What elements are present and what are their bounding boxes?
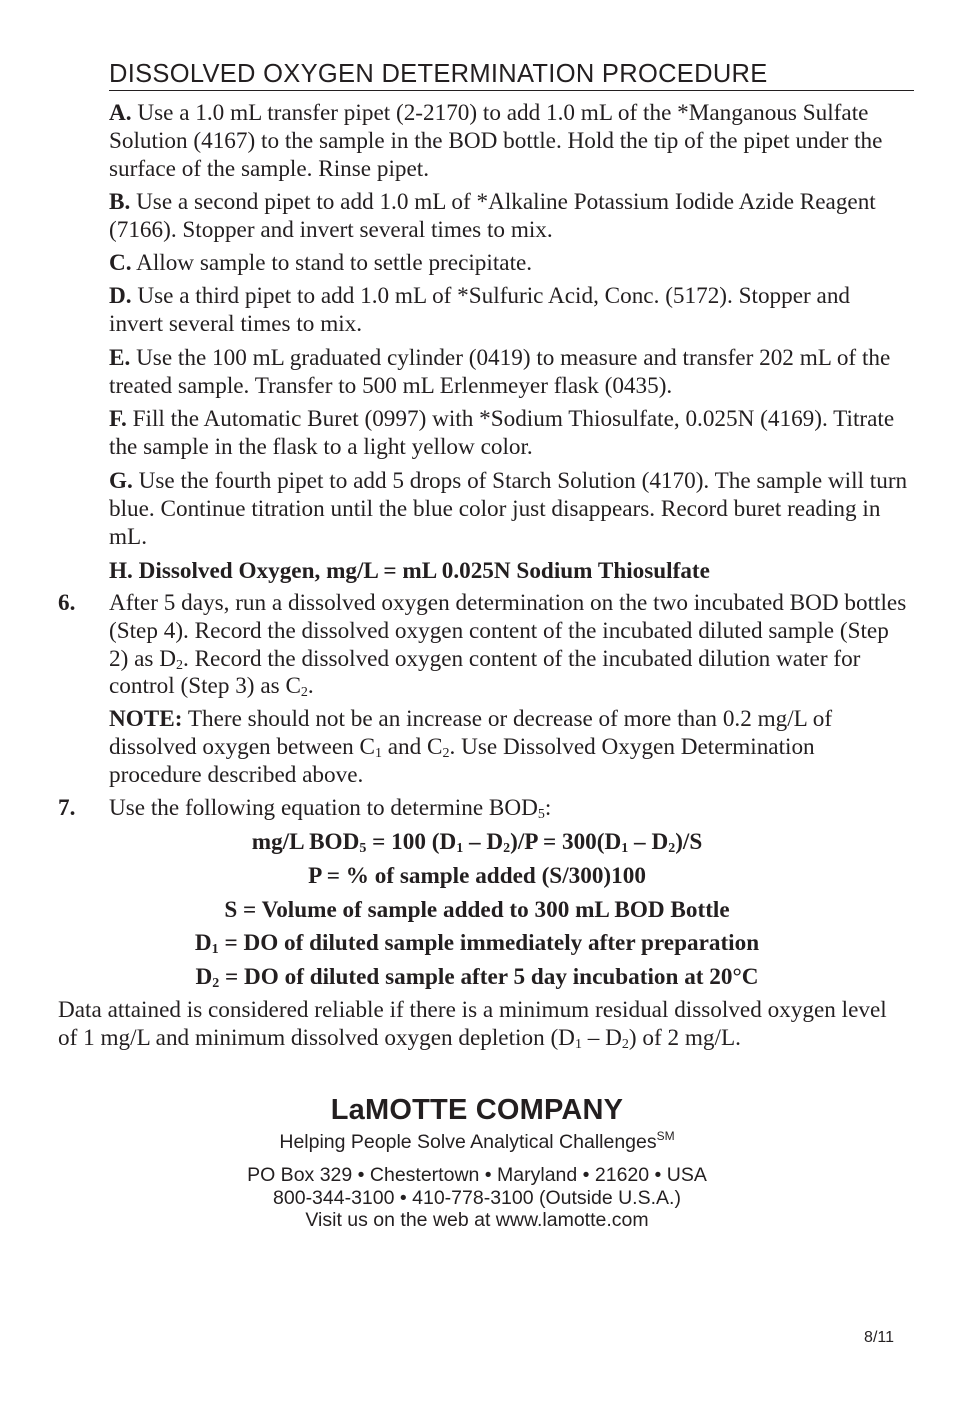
step-letter: C.	[109, 250, 132, 276]
equation-d1	[0, 929, 954, 957]
company-logo-text: LaMOTTE COMPANY	[330, 1094, 624, 1126]
reliability-note	[58, 997, 898, 1053]
eq-text: = 100 (D	[366, 829, 457, 855]
step-a	[109, 100, 909, 183]
equation-p: P = % of sample added (S/300)100	[308, 863, 646, 889]
step-number-7: 7.	[58, 795, 76, 821]
eq-text: – D	[463, 829, 504, 855]
step-7-text: Use the following equation to determine BOD	[109, 795, 538, 821]
subscript: 1	[211, 942, 219, 957]
subscript: 2	[503, 841, 511, 856]
step-letter: A.	[109, 100, 132, 126]
eq-text: – D	[628, 829, 669, 855]
step-6-text: . Record the dissolved oxygen content of the incubated dilution water for control (Step 3) as C	[109, 645, 861, 700]
eq-text: D	[195, 964, 213, 990]
equation-d2	[0, 963, 954, 991]
eq-text: = DO of diluted sample immediately after preparation	[218, 930, 760, 956]
subscript: 2	[621, 1036, 629, 1052]
subscript: 2	[175, 657, 183, 673]
step-7-text: :	[544, 795, 552, 821]
eq-text: )/S	[675, 829, 703, 855]
step-c	[109, 250, 909, 278]
subscript: 2	[442, 745, 450, 761]
step-letter: E.	[109, 345, 131, 371]
step-b	[109, 189, 909, 245]
section-heading: DISSOLVED OXYGEN DETERMINATION PROCEDURE	[109, 58, 914, 91]
reliability-text: Data attained is considered reliable if there is a minimum residual dissolved oxygen level of 1 mg/L and minimum dissolved oxygen depletion (D	[58, 997, 887, 1051]
note-label: NOTE:	[109, 706, 183, 732]
step-7	[109, 795, 909, 823]
step-6-text: After 5 days, run a dissolved oxygen determination on the two incubated BOD bottles (Step 4). Record the dissolved oxygen content of the incubated diluted sample (Step 2) as D	[109, 590, 907, 672]
reliability-text: ) of 2 mg/L.	[628, 1024, 741, 1051]
step-text: Allow sample to stand to settle precipitate.	[136, 250, 533, 276]
eq-text: = DO of diluted sample after 5 day incubation at 20°C	[219, 964, 759, 990]
step-number-6: 6.	[58, 590, 76, 616]
step-text: Use a 1.0 mL transfer pipet (2-2170) to add 1.0 mL of the *Manganous Sulfate Solution (4167) to the sample in the BOD bottle. Hold the tip of the pipet under the surface of the sample. Rinse pipet.	[109, 100, 883, 182]
note-text: and C	[381, 733, 443, 760]
eq-text: D	[194, 930, 212, 956]
subscript: 1	[574, 1036, 582, 1052]
subscript: 1	[374, 745, 382, 761]
step-6	[109, 590, 909, 701]
tagline-text: Helping People Solve Analytical Challenges	[279, 1131, 657, 1153]
page-number: 8/11	[864, 1329, 894, 1346]
step-text: Use the fourth pipet to add 5 drops of Starch Solution (4170). The sample will turn blue. Continue titration until the blue color just disappears. Record buret reading in mL.	[109, 468, 908, 550]
step-text: Use a second pipet to add 1.0 mL of *Alkaline Potassium Iodide Azide Reagent (7166). Stopper and invert several times to mix.	[109, 189, 876, 243]
step-d	[109, 283, 909, 339]
subscript: 2	[300, 685, 308, 701]
eq-text: mg/L BOD	[251, 829, 360, 855]
subscript: 2	[668, 841, 676, 856]
note-text: . Use Dissolved Oxygen Determination procedure described above.	[109, 733, 815, 788]
company-address: PO Box 329 • Chestertown • Maryland • 21620 • USA	[247, 1164, 707, 1186]
subscript: 5	[537, 807, 545, 822]
step-6-text: .	[307, 673, 314, 700]
company-phone: 800-344-3100 • 410-778-3100 (Outside U.S.A.)	[273, 1187, 681, 1209]
note-text: There should not be an increase or decrease of more than 0.2 mg/L of dissolved oxygen between C	[109, 706, 833, 760]
step-letter: B.	[109, 189, 131, 215]
step-text: Use the 100 mL graduated cylinder (0419) to measure and transfer 202 mL of the treated sample. Transfer to 500 mL Erlenmeyer flask (0435).	[109, 345, 891, 399]
subscript: 1	[456, 841, 464, 856]
note	[109, 706, 909, 789]
step-text: Use a third pipet to add 1.0 mL of *Sulfuric Acid, Conc. (5172). Stopper and invert several times to mix.	[109, 283, 851, 337]
step-letter: G.	[109, 468, 133, 494]
subscript: 1	[621, 841, 629, 856]
company-tagline	[0, 1131, 954, 1154]
equation-bod	[0, 828, 954, 856]
step-h: H. Dissolved Oxygen, mg/L = mL 0.025N Sodium Thiosulfate	[109, 558, 710, 584]
subscript: 5	[359, 841, 367, 856]
eq-text: )/P = 300(D	[510, 829, 622, 855]
step-text: Fill the Automatic Buret (0997) with *Sodium Thiosulfate, 0.025N (4169). Titrate the sample in the flask to a light yellow color.	[109, 406, 895, 460]
company-website: Visit us on the web at www.lamotte.com	[305, 1209, 649, 1231]
step-letter: F.	[109, 406, 127, 432]
step-f	[109, 406, 909, 462]
step-g	[109, 468, 909, 551]
step-letter: D.	[109, 283, 132, 309]
step-e	[109, 345, 909, 401]
subscript: 2	[212, 976, 220, 991]
equation-s: S = Volume of sample added to 300 mL BOD Bottle	[224, 897, 730, 923]
reliability-text: – D	[581, 1024, 622, 1051]
service-mark: SM	[656, 1129, 675, 1143]
